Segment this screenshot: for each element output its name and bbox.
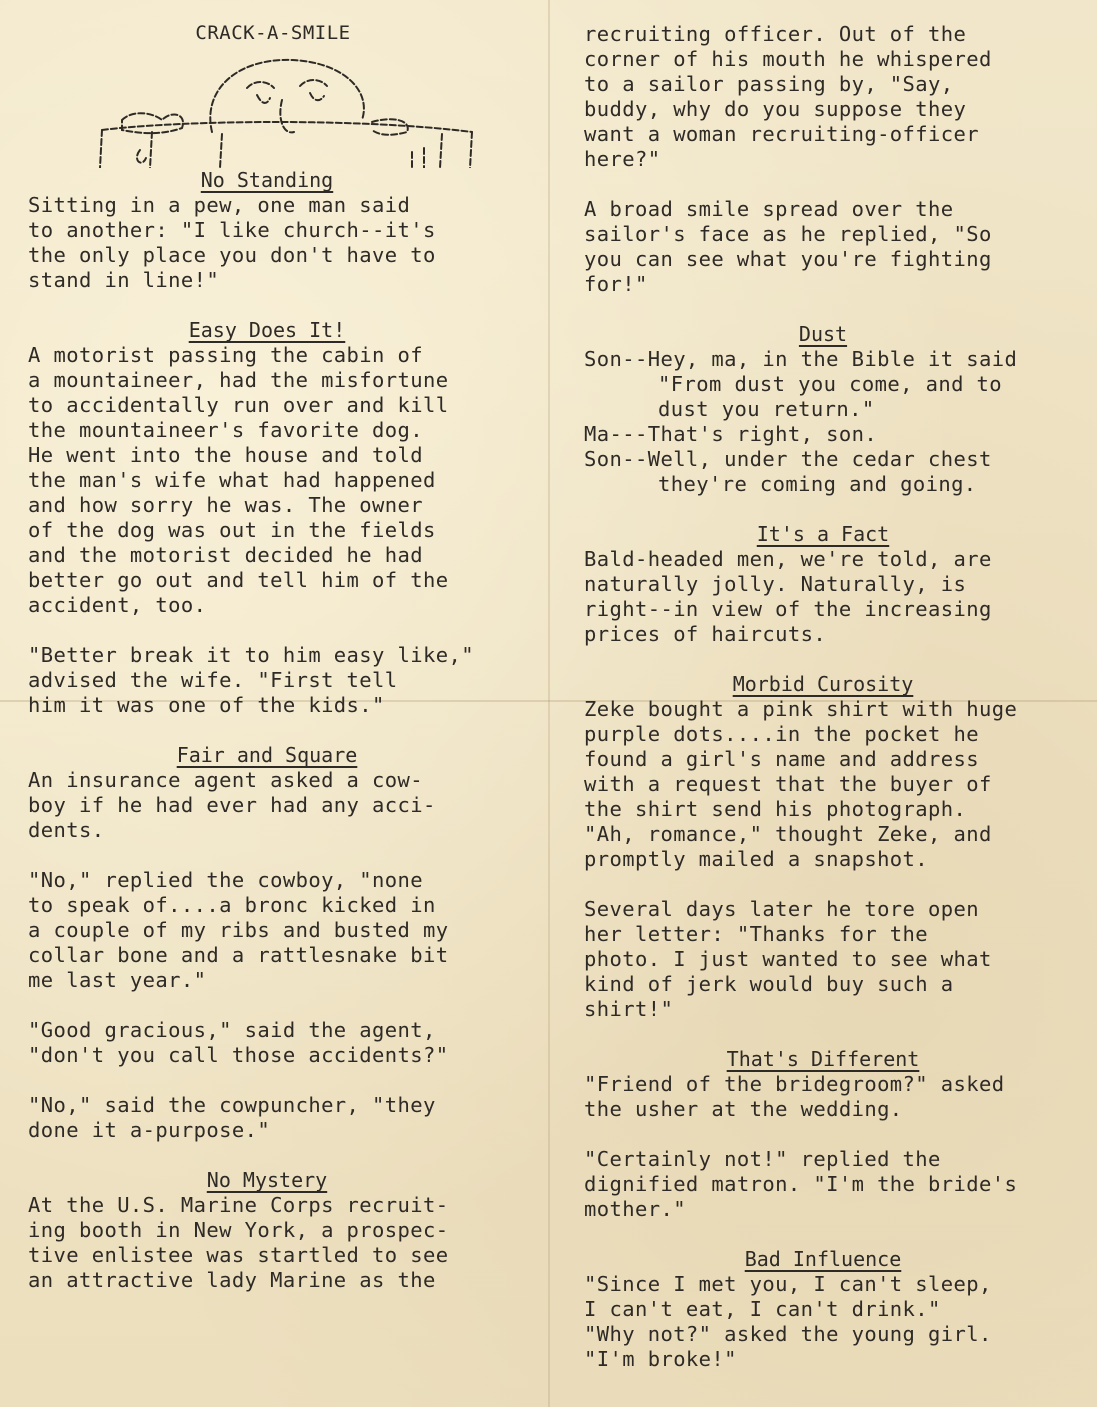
joke-dust-line-2: "From dust you come, and to dust you return." <box>658 372 1003 421</box>
joke-fair-and-square-question: "Good gracious," said the agent, "don't you call those accidents?" <box>28 1018 449 1067</box>
joke-its-a-fact-text: Bald-headed men, we're told, are naturally jolly. Naturally, is right--in view of the increasing prices of haircuts. <box>584 547 992 646</box>
joke-easy-does-it-text: A motorist passing the cabin of a mountaineer, had the misfortune to accidentally run over and kill the mountaineer's favorite dog. He went into the house and told the man's wife what had happened and how sorry he was. The owner of the dog was out in the fields and the motorist decided he had better go out and tell him of the accident, too. <box>28 343 449 617</box>
heading-no-standing: No Standing <box>200 168 334 192</box>
joke-bad-influence-text: "Since I met you, I can't sleep, I can't eat, I can't drink." "Why not?" asked the young girl. "I'm broke!" <box>584 1272 992 1371</box>
joke-dust-line-3: Ma---That's right, son. <box>584 422 878 446</box>
joke-fair-and-square-text: An insurance agent asked a cow- boy if he had ever had any acci- dents. <box>28 768 436 842</box>
joke-dust-line-5: they're coming and going. <box>658 472 977 496</box>
joke-fair-and-square-reply: "No," replied the cowboy, "none to speak of....a bronc kicked in a couple of my ribs and busted my collar bone and a rattlesnake bit me last year." <box>28 868 449 992</box>
heading-its-a-fact: It's a Fact <box>756 522 890 546</box>
heading-morbid-curosity: Morbid Curosity <box>732 672 914 696</box>
joke-no-mystery-continued: recruiting officer. Out of the corner of his mouth he whispered to a sailor passing by, "Say, buddy, why do you suppose they want a woman recruiting-officer here?" <box>584 22 992 171</box>
heading-dust: Dust <box>798 322 848 346</box>
joke-fair-and-square-punchline: "No," said the cowpuncher, "they done it a-purpose." <box>28 1093 436 1142</box>
joke-easy-does-it-punchline: "Better break it to him easy like," advised the wife. "First tell him it was one of the kids." <box>28 643 474 717</box>
heading-no-mystery: No Mystery <box>206 1168 328 1192</box>
joke-thats-different-text: "Friend of the bridegroom?" asked the usher at the wedding. <box>584 1072 1005 1121</box>
joke-morbid-curosity-text: Zeke bought a pink shirt with huge purple dots....in the pocket he found a girl's name and address with a request that the buyer of the shirt send his photograph. "Ah, romance," thought Zeke, and promptly mailed a snapshot. <box>584 697 1018 871</box>
heading-bad-influence: Bad Influence <box>744 1247 902 1271</box>
joke-dust-line-4: Son--Well, under the cedar chest <box>584 447 992 471</box>
right-column <box>584 22 1062 1372</box>
page-title: CRACK-A-SMILE <box>195 22 351 44</box>
cartoon-peeking-face-illustration <box>62 50 482 168</box>
joke-dust-line-1: Son--Hey, ma, in the Bible it said <box>584 347 1018 371</box>
joke-morbid-curosity-punchline: Several days later he tore open her letter: "Thanks for the photo. I just wanted to see what kind of jerk would buy such a shirt!" <box>584 897 992 1021</box>
joke-no-mystery-punchline: A broad smile spread over the sailor's face as he replied, "So you can see what you're fighting for!" <box>584 197 992 296</box>
joke-thats-different-punchline: "Certainly not!" replied the dignified matron. "I'm the bride's mother." <box>584 1147 1018 1221</box>
joke-no-mystery-text: At the U.S. Marine Corps recruit- ing booth in New York, a prospec- tive enlistee was startled to see an attractive lady Marine as the <box>28 1193 449 1292</box>
heading-thats-different: That's Different <box>726 1047 920 1071</box>
heading-easy-does-it: Easy Does It! <box>188 318 346 342</box>
left-column <box>28 22 506 1293</box>
paper-fold-vertical <box>548 0 550 1407</box>
heading-fair-and-square: Fair and Square <box>176 743 358 767</box>
joke-no-standing-text: Sitting in a pew, one man said to another: "I like church--it's the only place you don't have to stand in line!" <box>28 193 436 292</box>
